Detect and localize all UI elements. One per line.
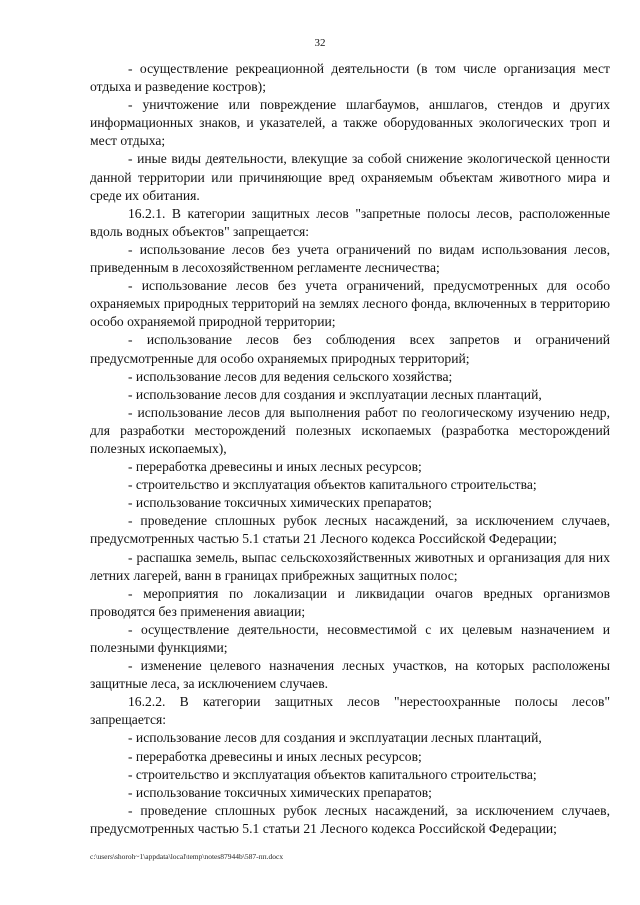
- document-body: [90, 60, 610, 838]
- paragraph: - использование лесов без соблюдения всех запретов и ограничений предусмотренные для особо охраняемых природных территорий;: [90, 332, 610, 366]
- paragraph: - переработка древесины и иных лесных ресурсов;: [128, 748, 422, 764]
- paragraph: - изменение целевого назначения лесных участков, на которых расположены защитные леса, за исключением случаев.: [90, 658, 610, 692]
- paragraph: - использование лесов для выполнения работ по геологическому изучению недр, для разработки месторождений полезных ископаемых (разработка месторождений полезных ископаемых),: [90, 404, 610, 456]
- page-number: 32: [314, 37, 326, 49]
- paragraph: - использование токсичных химических препаратов;: [128, 495, 432, 511]
- paragraph: - использование лесов без учета ограничений по видам использования лесов, приведенным в лесохозяйственном регламенте лесничества;: [90, 241, 610, 276]
- paragraph: - строительство и эксплуатация объектов капитального строительства;: [128, 477, 537, 493]
- paragraph: - осуществление деятельности, несовместимой с их целевым назначением и полезными функциями;: [90, 621, 610, 655]
- section-heading-16-2-1: 16.2.1. В категории защитных лесов "запретные полосы лесов, расположенные вдоль водных объектов" запрещается:: [90, 205, 610, 239]
- paragraph: - использование токсичных химических препаратов;: [128, 784, 432, 800]
- paragraph: - иные виды деятельности, влекущие за собой снижение экологической ценности данной территории или причиняющие вред охраняемым объектам животного мира и среде их обитания.: [90, 151, 610, 203]
- paragraph: - распашка земель, выпас сельскохозяйственных животных и организация для них летних лагерей, ванн в границах прибрежных защитных полос;: [90, 549, 610, 583]
- paragraph: - использование лесов для ведения сельского хозяйства;: [128, 368, 453, 384]
- paragraph: - осуществление рекреационной деятельности (в том числе организация мест отдыха и разведение костров);: [90, 61, 610, 95]
- footer-file-path: c:\users\shoroh~1\appdata\local\temp\notes87944b\587-пп.docx: [90, 852, 284, 861]
- paragraph: - проведение сплошных рубок лесных насаждений, за исключением случаев, предусмотренных частью 5.1 статьи 21 Лесного кодекса Российской Федерации;: [90, 513, 610, 547]
- section-heading-16-2-2: 16.2.2. В категории защитных лесов "нерестоохранные полосы лесов" запрещается:: [90, 694, 610, 728]
- paragraph: - переработка древесины и иных лесных ресурсов;: [128, 459, 422, 475]
- paragraph: - уничтожение или повреждение шлагбаумов, аншлагов, стендов и других информационных знаков, и указателей, а также оборудованных экологических троп и мест отдыха;: [90, 97, 610, 149]
- paragraph: - использование лесов для создания и эксплуатации лесных плантаций,: [128, 386, 542, 402]
- paragraph: - строительство и эксплуатация объектов капитального строительства;: [128, 766, 537, 782]
- paragraph: - мероприятия по локализации и ликвидации очагов вредных организмов проводятся без применения авиации;: [90, 585, 610, 619]
- paragraph: - проведение сплошных рубок лесных насаждений, за исключением случаев, предусмотренных частью 5.1 статьи 21 Лесного кодекса Российской Федерации;: [90, 802, 610, 836]
- paragraph: - использование лесов для создания и эксплуатации лесных плантаций,: [128, 730, 542, 746]
- paragraph: - использование лесов без учета ограничений, предусмотренных для особо охраняемых природных территорий на землях лесного фонда, включенных в территорию особо охраняемой природной территории;: [90, 278, 610, 330]
